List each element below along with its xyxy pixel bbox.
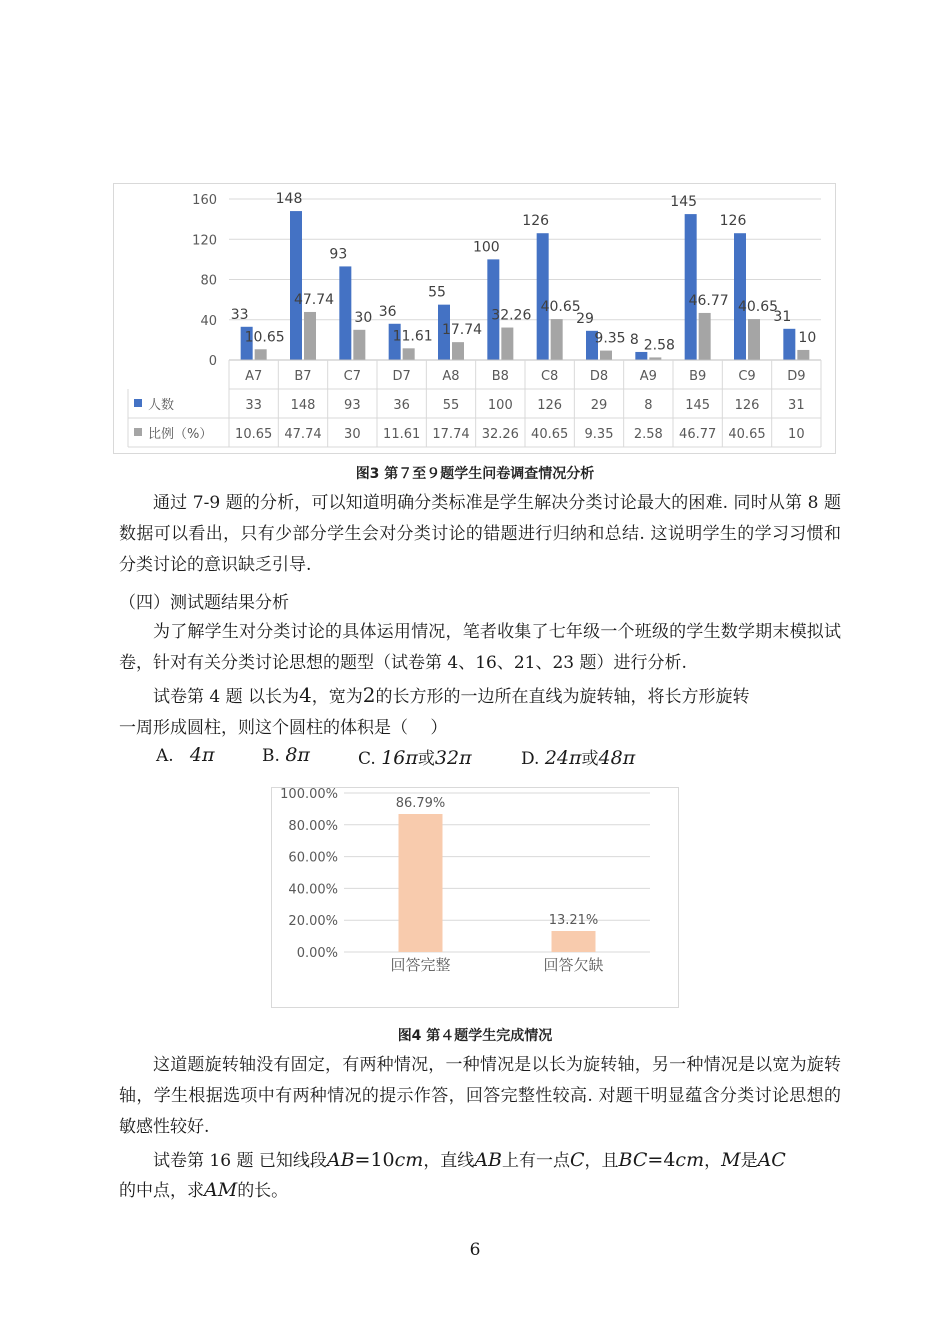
bar-ratio xyxy=(403,348,415,360)
table-cell: 93 xyxy=(344,398,361,413)
option-c-label: C. xyxy=(358,749,376,769)
option-c xyxy=(358,744,472,769)
q16-segment-ab: AB xyxy=(326,1149,355,1171)
q16-bc-value: =4 xyxy=(647,1149,676,1171)
question-16-line-1 xyxy=(153,1146,786,1171)
bar-ratio xyxy=(353,330,365,360)
bar-count xyxy=(290,211,302,360)
table-cell: 47.74 xyxy=(284,427,322,442)
figure-3-caption: 图3 第７至９题学生问卷调查情况分析 xyxy=(355,466,595,482)
q16-text-c: 上有一点 xyxy=(502,1151,570,1171)
q16-segment-ac: AC xyxy=(757,1149,786,1171)
table-cell: 11.61 xyxy=(383,427,421,442)
bar-ratio xyxy=(304,312,316,360)
table-cell: 2.58 xyxy=(633,427,663,442)
data-label: 10 xyxy=(798,329,817,346)
data-label: 30 xyxy=(354,309,373,326)
bar-count xyxy=(783,329,795,360)
data-label: 13.21% xyxy=(548,912,599,928)
q16-ab-value: =10 xyxy=(354,1149,395,1171)
category-label: B9 xyxy=(689,369,707,384)
data-label: 36 xyxy=(378,303,397,320)
q16-point-c: C xyxy=(570,1149,585,1171)
bar-ratio xyxy=(699,313,711,360)
table-cell: 8 xyxy=(644,398,653,413)
bar-ratio xyxy=(600,351,612,360)
q16-segment-am: AM xyxy=(204,1179,238,1201)
table-cell: 10.65 xyxy=(235,427,273,442)
table-cell: 30 xyxy=(344,427,361,442)
y-tick-label: 0 xyxy=(208,354,217,369)
table-cell: 9.35 xyxy=(584,427,614,442)
data-label: 17.74 xyxy=(441,322,483,339)
q16-line2-b: 的长。 xyxy=(237,1181,289,1201)
category-label: C9 xyxy=(738,369,756,384)
data-label: 32.26 xyxy=(491,307,532,324)
legend-label: 人数 xyxy=(148,398,175,413)
y-tick-label: 120 xyxy=(192,233,217,249)
legend-label: 比例（%） xyxy=(148,427,213,442)
y-tick-label: 0.00% xyxy=(296,946,338,961)
figure-4-caption: 图4 第４题学生完成情况 xyxy=(397,1028,553,1044)
category-label: A8 xyxy=(442,369,460,384)
category-label: C7 xyxy=(343,369,362,384)
option-d-value-1: 24π xyxy=(544,747,582,769)
table-cell: 40.65 xyxy=(531,427,569,442)
table-cell: 148 xyxy=(290,398,316,413)
data-label: 31 xyxy=(773,308,792,325)
category-label: 回答完整 xyxy=(390,956,451,974)
paragraph-test-intro: 为了解学生对分类讨论的具体运用情况，笔者收集了七年级一个班级的学生数学期末模拟试卷，针对有关分类讨论思想的题型（试卷第 4、16、21、23 题）进行分析. xyxy=(119,622,841,673)
table-cell: 33 xyxy=(245,398,262,413)
table-cell: 36 xyxy=(393,398,410,413)
data-label: 55 xyxy=(428,284,446,301)
data-label: 29 xyxy=(576,310,594,327)
q16-text-a: 试卷第 16 题 已知线段 xyxy=(153,1151,327,1171)
q16-text-f: 是 xyxy=(740,1151,758,1171)
category-label: D9 xyxy=(787,369,806,384)
q4-text-a: 试卷第 4 题 以长为 xyxy=(153,687,300,707)
table-cell: 10 xyxy=(788,427,805,442)
legend-swatch xyxy=(134,428,142,436)
category-label: D7 xyxy=(392,369,411,384)
option-a-value: 4π xyxy=(189,744,215,766)
option-a-label: A. xyxy=(156,746,174,766)
q4-text-c: 的长方形的一边所在直线为旋转轴，将长方形旋转 xyxy=(375,687,750,707)
table-cell: 126 xyxy=(734,398,760,413)
option-d-or: 或 xyxy=(581,749,599,769)
q16-bc-unit: cm xyxy=(675,1149,705,1171)
category-label: A9 xyxy=(639,369,657,384)
data-label: 33 xyxy=(230,306,249,323)
paragraph-q4-analysis: 这道题旋转轴没有固定，有两种情况，一种情况是以长为旋转轴，另一种情况是以宽为旋转轴，学生根据选项中有两种情况的提示作答，回答完整性较高. 对题干明显蕴含分类讨论思想的敏感性较好. xyxy=(119,1055,841,1137)
y-tick-label: 20.00% xyxy=(288,914,338,930)
table-cell: 145 xyxy=(685,398,711,413)
option-b-label: B. xyxy=(262,746,280,766)
y-tick-label: 160 xyxy=(192,193,217,208)
y-tick-label: 60.00% xyxy=(288,850,338,866)
section-heading-test-analysis: （四）测试题结果分析 xyxy=(119,593,289,613)
category-label: B8 xyxy=(491,369,509,384)
bar-ratio xyxy=(255,349,267,360)
option-c-value-1: 16π xyxy=(381,747,418,769)
q16-ab-unit: cm xyxy=(394,1149,424,1171)
category-label: B7 xyxy=(294,369,312,384)
category-label: 回答欠缺 xyxy=(543,956,604,974)
table-cell: 55 xyxy=(442,398,460,413)
bar-ratio xyxy=(748,319,760,360)
q4-width: 2 xyxy=(362,683,376,707)
figure-4-chart xyxy=(271,787,679,1008)
questionnaire-bar-chart xyxy=(114,184,835,453)
figure-3-chart xyxy=(113,183,836,454)
data-label: 10.65 xyxy=(244,329,285,346)
data-label: 2.58 xyxy=(643,337,675,354)
table-cell: 40.65 xyxy=(728,427,766,442)
y-tick-label: 80 xyxy=(200,273,217,289)
data-label: 9.35 xyxy=(594,330,626,347)
completion-bar-chart xyxy=(272,788,678,1007)
data-label: 46.77 xyxy=(688,292,729,309)
q4-length: 4 xyxy=(299,683,312,707)
data-label: 40.65 xyxy=(540,299,581,316)
bar-ratio xyxy=(501,328,513,360)
question-4-line-1 xyxy=(153,682,750,707)
data-label: 145 xyxy=(670,194,698,211)
legend-swatch xyxy=(134,399,142,407)
y-tick-label: 80.00% xyxy=(288,818,338,834)
table-cell: 17.74 xyxy=(432,427,470,442)
option-b-value: 8π xyxy=(285,744,310,766)
bar-count xyxy=(339,266,351,360)
q16-segment-bc: BC xyxy=(618,1149,648,1171)
bar xyxy=(552,931,596,952)
data-label: 47.74 xyxy=(293,291,335,308)
data-label: 86.79% xyxy=(395,796,446,812)
data-label: 126 xyxy=(522,213,550,230)
option-a xyxy=(156,744,214,766)
bar-ratio xyxy=(551,319,563,360)
bar-ratio xyxy=(797,350,809,360)
question-16-line-2 xyxy=(119,1176,288,1201)
bar-count xyxy=(685,214,697,360)
q16-text-b: ，直线 xyxy=(423,1151,475,1171)
category-label: A7 xyxy=(245,369,263,384)
q16-text-e: ， xyxy=(704,1151,722,1171)
option-d xyxy=(521,744,635,769)
data-label: 93 xyxy=(329,246,348,263)
paragraph-analysis-7-9: 通过 7-9 题的分析，可以知道明确分类标准是学生解决分类讨论最大的困难. 同时从第 8 题数据可以看出，只有少部分学生会对分类讨论的错题进行归纳和总结. 这说明学生的学习习惯和分类讨论的意识缺乏引导. xyxy=(119,493,841,575)
table-cell: 32.26 xyxy=(481,427,519,442)
bar-ratio xyxy=(452,342,464,360)
data-label: 11.61 xyxy=(392,328,433,345)
q4-text-b: ，宽为 xyxy=(311,687,363,707)
q16-line2-a: 的中点，求 xyxy=(119,1181,204,1201)
q16-point-m: M xyxy=(721,1149,741,1171)
bar-count xyxy=(734,233,746,360)
option-d-value-2: 48π xyxy=(598,747,636,769)
data-label: 40.65 xyxy=(737,299,779,316)
option-c-value-2: 32π xyxy=(434,747,472,769)
table-cell: 100 xyxy=(487,398,513,413)
q16-line-ab: AB xyxy=(474,1149,502,1171)
option-b xyxy=(262,744,310,766)
table-cell: 126 xyxy=(537,398,563,413)
q16-text-d: ，且 xyxy=(584,1151,619,1171)
page-number: 6 xyxy=(469,1240,481,1260)
category-label: D8 xyxy=(589,369,609,384)
data-label: 100 xyxy=(472,239,500,256)
question-4-line-2: 一周形成圆柱，则这个圆柱的体积是（ ） xyxy=(119,718,448,738)
option-d-label: D. xyxy=(521,749,540,769)
y-tick-label: 40 xyxy=(200,313,217,329)
data-label: 8 xyxy=(629,331,639,348)
y-tick-label: 100.00% xyxy=(280,788,338,802)
category-label: C8 xyxy=(540,369,559,384)
bar-count xyxy=(537,233,549,360)
table-cell: 46.77 xyxy=(679,427,717,442)
data-label: 126 xyxy=(719,213,747,230)
y-tick-label: 40.00% xyxy=(288,882,338,898)
bar xyxy=(399,814,443,952)
table-cell: 31 xyxy=(788,398,805,413)
data-label: 148 xyxy=(275,191,303,208)
option-c-or: 或 xyxy=(417,749,435,769)
table-cell: 29 xyxy=(590,398,608,413)
